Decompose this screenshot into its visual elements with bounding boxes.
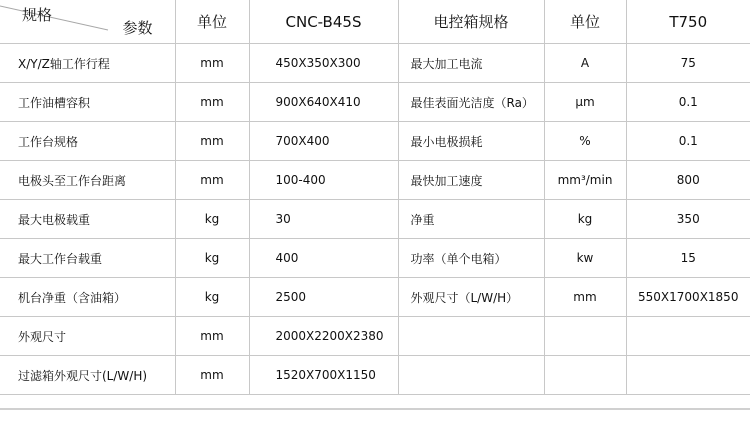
ebox-param-value: 0.1 [626, 122, 750, 161]
param-value: 400 [249, 239, 398, 278]
header-ebox-spec: 电控箱规格 [398, 0, 544, 44]
param-name: X/Y/Z轴工作行程 [0, 44, 175, 83]
param-value: 2000X2200X2380 [249, 317, 398, 356]
bottom-divider [0, 408, 750, 410]
table-row [0, 239, 750, 278]
ebox-param-unit: mm [544, 278, 626, 317]
ebox-param-unit: kw [544, 239, 626, 278]
param-unit: kg [175, 278, 249, 317]
param-unit: mm [175, 356, 249, 395]
table-row [0, 161, 750, 200]
corner-label-spec: 规格 [22, 6, 53, 24]
param-name: 最大电极载重 [0, 200, 175, 239]
param-unit: mm [175, 44, 249, 83]
table-row [0, 200, 750, 239]
ebox-param-value: 0.1 [626, 83, 750, 122]
ebox-param-value: 350 [626, 200, 750, 239]
param-name: 最大工作台载重 [0, 239, 175, 278]
param-value: 100-400 [249, 161, 398, 200]
ebox-param-value: 75 [626, 44, 750, 83]
ebox-param-name [398, 317, 544, 356]
ebox-param-name: 功率（单个电箱） [398, 239, 544, 278]
ebox-param-name [398, 356, 544, 395]
param-unit: mm [175, 161, 249, 200]
ebox-param-unit: A [544, 44, 626, 83]
ebox-param-unit: kg [544, 200, 626, 239]
table-row [0, 356, 750, 395]
param-value: 450X350X300 [249, 44, 398, 83]
param-value: 700X400 [249, 122, 398, 161]
ebox-param-unit: % [544, 122, 626, 161]
ebox-param-unit [544, 356, 626, 395]
ebox-param-unit [544, 317, 626, 356]
ebox-param-value: 15 [626, 239, 750, 278]
param-value: 900X640X410 [249, 83, 398, 122]
ebox-param-value [626, 356, 750, 395]
param-value: 30 [249, 200, 398, 239]
param-unit: kg [175, 239, 249, 278]
param-unit: mm [175, 317, 249, 356]
ebox-param-value: 550X1700X1850 [626, 278, 750, 317]
param-name: 机台净重（含油箱） [0, 278, 175, 317]
ebox-param-unit: μm [544, 83, 626, 122]
table-row [0, 317, 750, 356]
table-row [0, 278, 750, 317]
ebox-param-name: 外观尺寸（L/W/H） [398, 278, 544, 317]
param-value: 2500 [249, 278, 398, 317]
ebox-param-name: 最快加工速度 [398, 161, 544, 200]
param-unit: mm [175, 122, 249, 161]
ebox-param-name: 净重 [398, 200, 544, 239]
header-unit-2: 单位 [544, 0, 626, 44]
param-name: 工作油槽容积 [0, 83, 175, 122]
ebox-param-unit: mm³/min [544, 161, 626, 200]
ebox-param-name: 最佳表面光洁度（Ra） [398, 83, 544, 122]
ebox-param-name: 最小电极损耗 [398, 122, 544, 161]
table-row [0, 122, 750, 161]
param-name: 电极头至工作台距离 [0, 161, 175, 200]
ebox-param-value [626, 317, 750, 356]
table-row [0, 44, 750, 83]
param-name: 过滤箱外观尺寸(L/W/H) [0, 356, 175, 395]
corner-header-cell [0, 0, 175, 44]
corner-label-param: 参数 [122, 19, 153, 37]
header-unit: 单位 [175, 0, 249, 44]
ebox-param-name: 最大加工电流 [398, 44, 544, 83]
header-ebox-model: T750 [626, 0, 750, 44]
param-unit: kg [175, 200, 249, 239]
header-row [0, 0, 750, 44]
param-unit: mm [175, 83, 249, 122]
ebox-param-value: 800 [626, 161, 750, 200]
param-value: 1520X700X1150 [249, 356, 398, 395]
param-name: 工作台规格 [0, 122, 175, 161]
param-name: 外观尺寸 [0, 317, 175, 356]
header-model: CNC-B45S [249, 0, 398, 44]
table-row [0, 83, 750, 122]
